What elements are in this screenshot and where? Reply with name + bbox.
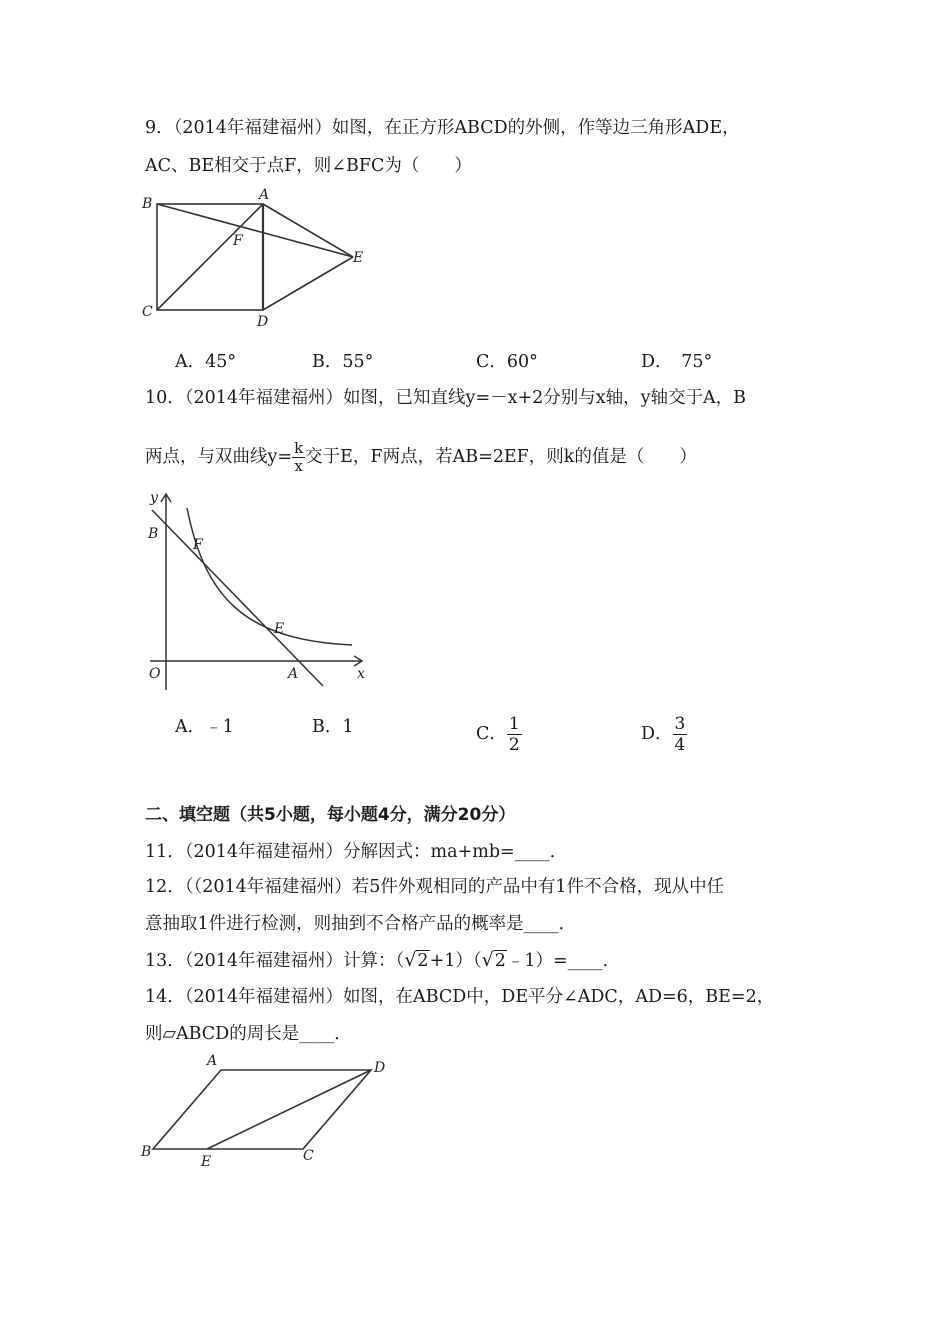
line-ab [152,510,323,686]
sqrt-1: √2 [404,949,429,971]
hyperbola-fraction [292,440,305,475]
q10-line2-post: 交于E，F两点，若AB=2EF，则k的值是（ ） [305,447,697,467]
q10-option-a: A．﹣1 [175,717,234,737]
parallelogram-abcd [153,1070,371,1149]
q14-line2: 则▱ABCD的周长是____． [145,1024,352,1044]
q10-figure [140,488,375,693]
label-b: B [141,1144,152,1160]
label-c: C [303,1148,314,1164]
label-e: E [353,250,364,266]
label-e: E [201,1154,212,1170]
label-b: B [148,526,159,542]
q13-post: ﹣1）=____． [506,951,621,971]
option-c-label: C． [476,724,507,744]
q13-pre: 13．（2014年福建福州）计算：（ [145,951,405,971]
label-f: F [233,233,243,249]
label-d: D [374,1060,386,1076]
label-b: B [142,196,153,212]
label-c: C [142,304,153,320]
label-f: F [193,537,203,553]
label-o: O [149,666,161,682]
q12-line2: 意抽取1件进行检测，则抽到不合格产品的概率是____． [145,914,577,934]
segment-de [263,257,353,310]
q9-line2: AC、BE相交于点F，则∠BFC为（ ） [145,156,472,176]
q9-option-b: B．55° [312,352,374,372]
q10-option-c [476,714,522,755]
q12-line1: 12．（（2014年福建福州）若5件外观相同的产品中有1件不合格，现从中任 [145,877,725,897]
q9-line1: 9．（2014年福建福州）如图，在正方形ABCD的外侧，作等边三角形ADE， [145,118,740,138]
q14-figure [135,1048,395,1176]
option-c-fraction [507,714,522,755]
option-d-fraction [673,714,688,755]
option-c-denominator: 2 [508,735,520,755]
sqrt-1-radicand: 2 [417,951,429,971]
fraction-numerator: k [294,439,304,457]
q9-figure [135,182,375,332]
q11-line: 11．（2014年福建福州）分解因式：ma+mb=____． [145,842,568,862]
label-d: D [257,314,269,330]
q14-line1: 14．（2014年福建福州）如图，在ABCD中，DE平分∠ADC，AD=6，BE=2， [145,987,775,1007]
q9-option-d: D． 75° [641,352,713,372]
q9-option-a: A．45° [175,352,237,372]
option-c-numerator: 1 [508,714,520,734]
segment-de [207,1070,371,1149]
q10-option-b: B．1 [312,717,354,737]
sqrt-2: √2 [481,949,506,971]
segment-ac [157,204,263,310]
label-a: A [207,1053,218,1069]
fraction-denominator: x [294,457,303,475]
q10-option-d [641,714,687,755]
option-d-denominator: 4 [674,735,686,755]
q13-mid: +1）（ [429,951,482,971]
segment-ae [263,204,353,257]
q13-line [145,947,620,974]
q10-line1: 10．（2014年福建福州）如图，已知直线y=－x+2分别与x轴，y轴交于A，B [145,388,747,408]
q9-option-c: C．60° [476,352,538,372]
label-a: A [288,666,299,682]
sqrt-2-radicand: 2 [494,951,506,971]
q10-line2-pre: 两点，与双曲线y= [145,447,293,467]
q10-line2 [145,440,697,475]
option-d-label: D． [641,724,673,744]
section-heading: 二、填空题（共5小题，每小题4分，满分20分） [145,805,516,825]
option-d-numerator: 3 [674,714,686,734]
label-x: x [357,666,365,682]
label-a: A [259,187,270,203]
hyperbola [187,508,352,645]
label-e: E [274,621,285,637]
label-y: y [150,490,158,506]
